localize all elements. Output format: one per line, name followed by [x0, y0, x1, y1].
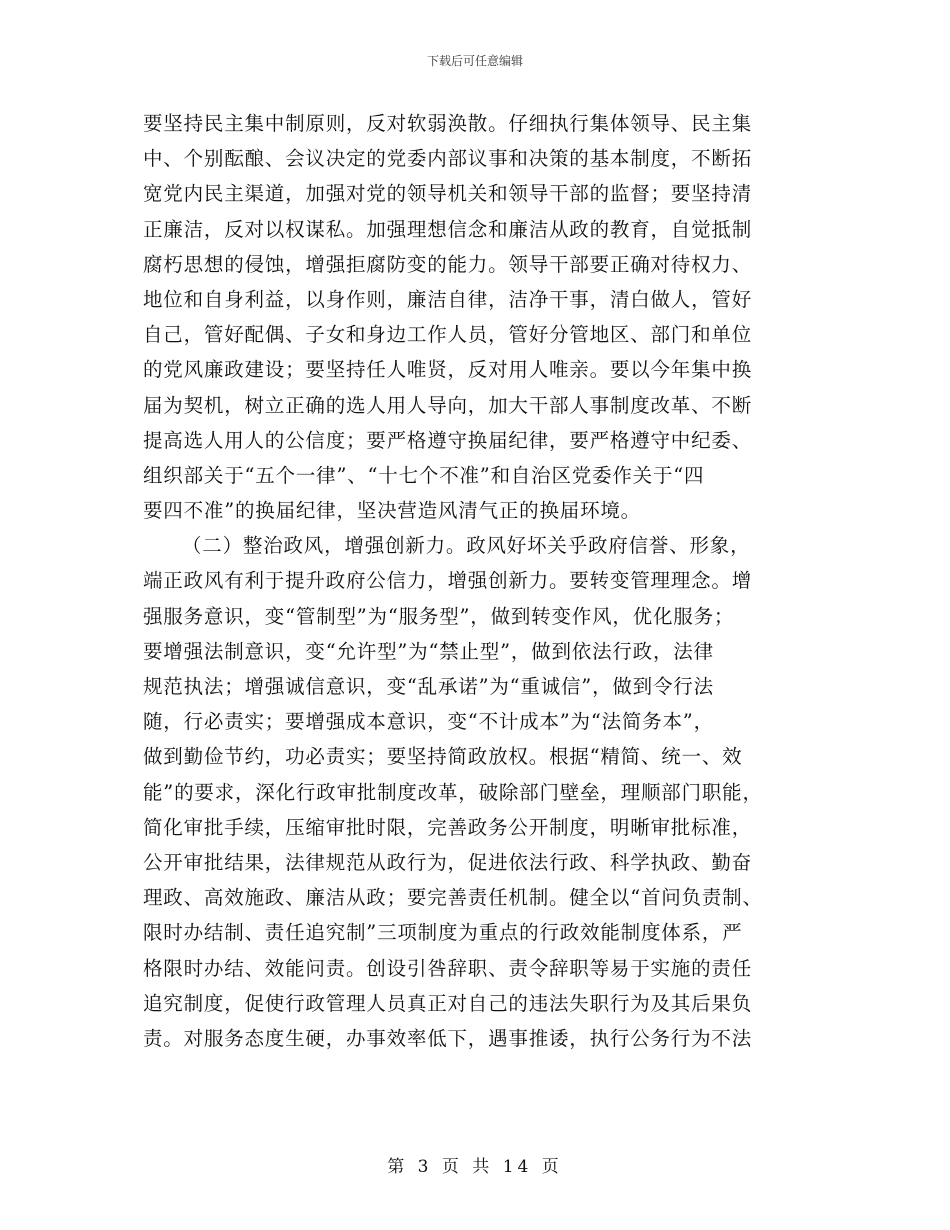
- paragraph-heading-line: （二）整治政风，增强创新力。政风好坏关乎政府信誉、形象，: [182, 534, 751, 558]
- text-line: 提高选人用人的公信度；要严格遵守换届纪律，要严格遵守中纪委、: [143, 428, 753, 452]
- text-line: 的党风廉政建设；要坚持任人唯贤，反对用人唯亲。要以今年集中换: [143, 358, 753, 382]
- text-line: 要增强法制意识，变“允许型”为“禁止型”，做到依法行政，法律: [143, 639, 714, 663]
- document-body: [143, 106, 803, 1056]
- text-line: 自己，管好配偶、子女和身边工作人员，管好分管地区、部门和单位: [143, 323, 753, 347]
- text-line: 追究制度，促使行政管理人员真正对自己的违法失职行为及其后果负: [143, 991, 753, 1015]
- text-line: 简化审批手续，压缩审批时限，完善政务公开制度，明晰审批标准，: [143, 815, 753, 839]
- text-line: 格限时办结、效能问责。创设引咎辞职、责令辞职等易于实施的责任: [143, 956, 753, 980]
- text-line: 规范执法；增强诚信意识，变“乱承诺”为“重诚信”，做到令行法: [143, 675, 714, 698]
- text-line: 做到勤俭节约，功必责实；要坚持简政放权。根据“精简、统一、效: [143, 745, 743, 769]
- page-number: 第 3 页 共 14 页: [387, 1157, 563, 1177]
- text-line: 强服务意识，变“管制型”为“服务型”，做到转变作风，优化服务；: [143, 604, 735, 628]
- text-line: 限时办结制、责任追究制”三项制度为重点的行政效能制度体系，严: [143, 921, 743, 945]
- text-line: 能”的要求，深化行政审批制度改革，破除部门壁垒，理顺部门职能，: [143, 780, 763, 804]
- text-line: 届为契机，树立正确的选人用人导向，加大干部人事制度改革、不断: [143, 393, 753, 417]
- text-line: 地位和自身利益，以身作则，廉洁自律，洁净干事，清白做人，管好: [143, 287, 753, 311]
- header-note: 下载后可任意编辑: [426, 54, 523, 68]
- text-line: 正廉洁，反对以权谋私。加强理想信念和廉洁从政的教育，自觉抵制: [143, 217, 753, 241]
- text-line: 腐朽思想的侵蚀，增强拒腐防变的能力。领导干部要正确对待权力、: [143, 252, 753, 276]
- text-line: 理政、高效施政、廉洁从政；要完善责任机制。健全以“首问负责制、: [143, 886, 763, 910]
- text-line: 组织部关于“五个一律”、“十七个不准”和自治区党委作关于“四: [143, 463, 705, 487]
- text-line: 要坚持民主集中制原则，反对软弱涣散。仔细执行集体领导、民主集: [143, 112, 753, 135]
- text-line: 责。对服务态度生硬，办事效率低下，遇事推诿，执行公务行为不法: [143, 1026, 753, 1050]
- text-line: 中、个别酝酿、会议决定的党委内部议事和决策的基本制度，不断拓: [143, 147, 753, 171]
- text-line: 随，行必责实；要增强成本意识，变“不计成本”为“法简务本”，: [143, 710, 714, 734]
- text-line: 宽党内民主渠道，加强对党的领导机关和领导干部的监督；要坚持清: [143, 182, 753, 206]
- text-line: 公开审批结果，法律规范从政行为，促进依法行政、科学执政、勤奋: [143, 850, 753, 874]
- text-line: 端正政风有利于提升政府公信力，增强创新力。要转变管理理念。增: [143, 569, 753, 593]
- text-line: 要四不准”的换届纪律，坚决营造风清气正的换届环境。: [143, 499, 641, 523]
